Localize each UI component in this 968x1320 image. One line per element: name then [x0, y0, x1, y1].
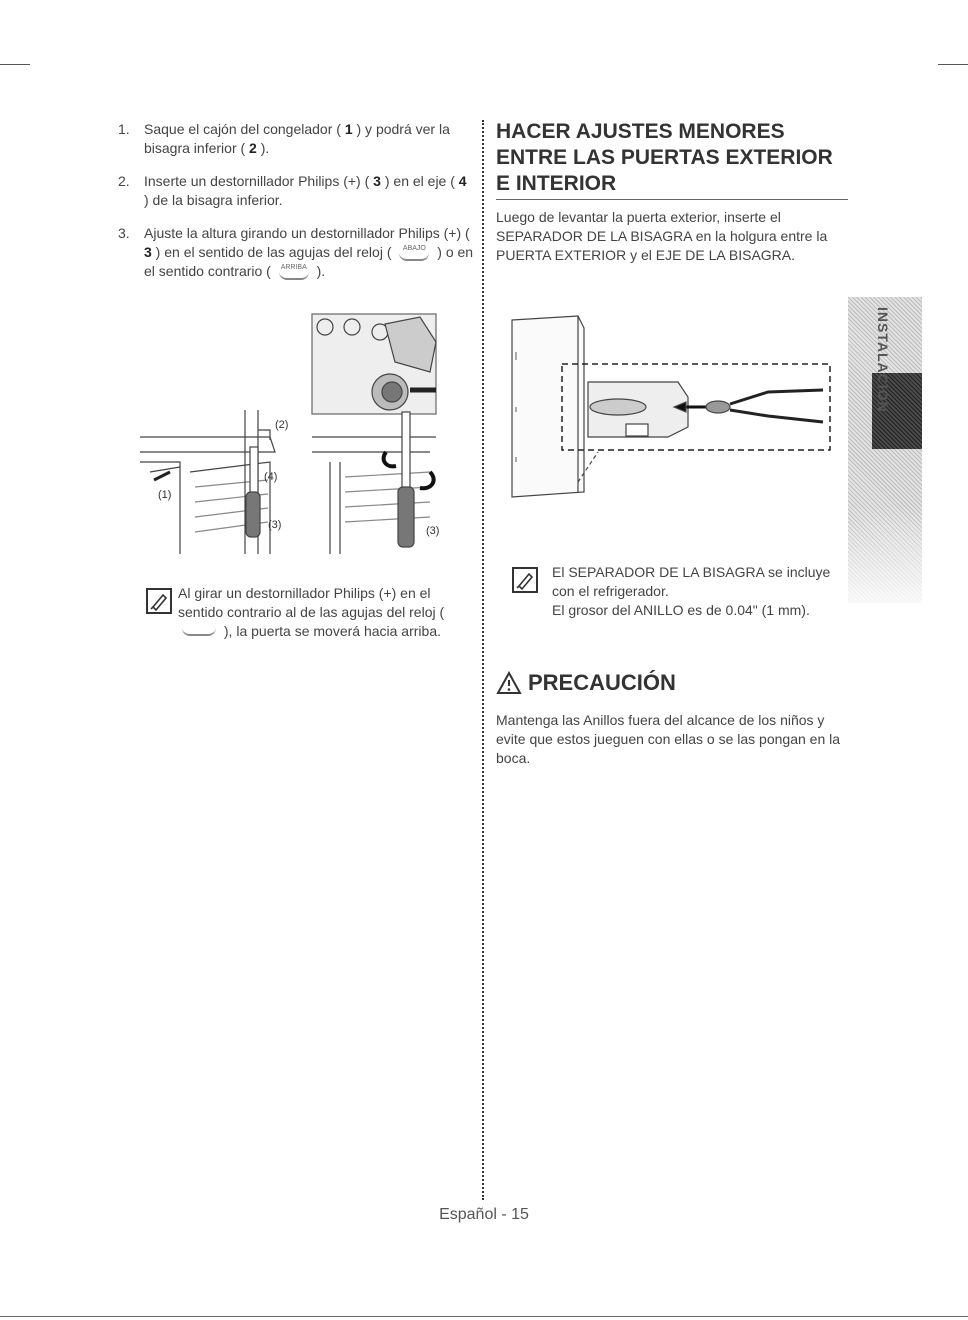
warning-triangle-icon: [496, 671, 522, 695]
step-1: [118, 120, 474, 158]
clockwise-arrow-icon: ABAJO: [399, 245, 429, 261]
caution-heading: PRECAUCIÓN: [496, 669, 676, 697]
counterclockwise-arrow-icon: [182, 628, 216, 636]
crop-mark-right: [938, 64, 968, 65]
step-number: 3.: [118, 225, 130, 241]
side-tab-label: INSTALACIÓN: [875, 307, 891, 413]
figure-label-2: (2): [275, 419, 289, 431]
left-note: Al girar un destornillador Philips (+) en el sentido contrario al de las agujas del reloj ( ), la puerta se moverá hacia arriba.: [178, 585, 445, 639]
column-divider: [482, 120, 484, 1200]
step-text: Ajuste la altura girando un destornillador Philips (+) ( 3 ) en el sentido de las agujas del reloj ( ABAJO ) o en el sentido contrario ( ARRIBA ).: [144, 225, 474, 279]
section-heading: HACER AJUSTES MENORES ENTRE LAS PUERTAS EXTERIOR E INTERIOR: [496, 119, 848, 200]
figure-label-1: (1): [158, 489, 172, 501]
note-line-2: El grosor del ANILLO es de 0.04" (1 mm).: [552, 602, 810, 618]
step-number: 1.: [118, 121, 130, 137]
section-side-tab: [848, 297, 922, 603]
section-intro: Luego de levantar la puerta exterior, inserte el SEPARADOR DE LA BISAGRA en la holgura entre la PUERTA EXTERIOR y el EJE DE LA BISAGRA.: [496, 209, 828, 263]
note-line-1: El SEPARADOR DE LA BISAGRA se incluye con el refrigerador.: [552, 564, 831, 599]
step-text: Inserte un destornillador Philips (+) ( 3 ) en el eje ( 4 ) de la bisagra inferior.: [144, 173, 467, 208]
step-2: [118, 172, 474, 210]
step-number: 2.: [118, 173, 130, 189]
hinge-spacer-illustration: [508, 312, 838, 512]
caution-text: Mantenga las Anillos fuera del alcance de los niños y evite que estos jueguen con ellas o se las pongan en la boca.: [496, 712, 841, 766]
counterclockwise-arrow-icon: ARRIBA: [279, 264, 309, 280]
note-icon: [146, 588, 172, 614]
step-3: [118, 224, 474, 281]
hinge-adjustment-illustration: [140, 312, 440, 554]
note-icon: [512, 567, 538, 593]
page-bottom-line: [0, 1316, 968, 1317]
right-note: [552, 563, 852, 620]
figure-label-3: (3): [268, 519, 282, 531]
figure-label-3b: (3): [426, 525, 440, 537]
steps-list: [118, 120, 474, 295]
crop-mark-left: [0, 64, 30, 65]
figure-label-4: (4): [264, 471, 278, 483]
step-text: Saque el cajón del congelador ( 1 ) y podrá ver la bisagra inferior ( 2 ).: [144, 121, 450, 156]
page-footer: Español - 15: [439, 1206, 529, 1223]
